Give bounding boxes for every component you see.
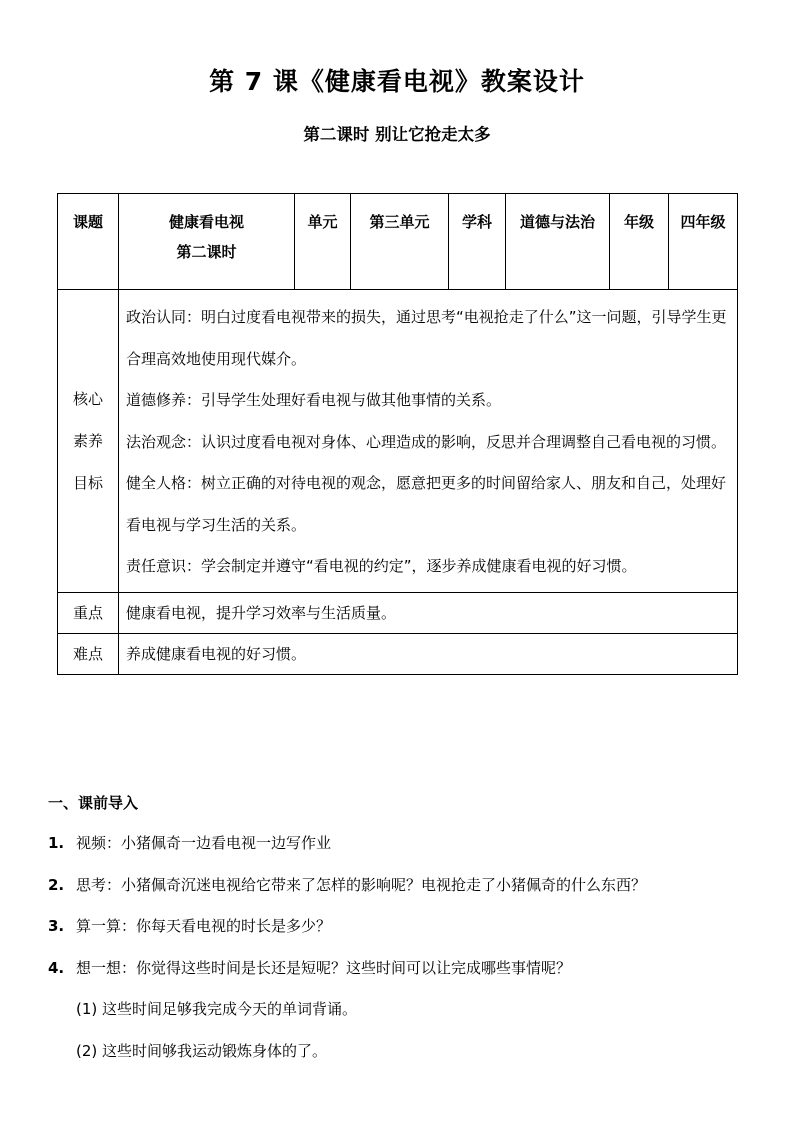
list-item: 4. 想一想：你觉得这些时间是长还是短呢？这些时间可以让完成哪些事情呢？ bbox=[48, 958, 572, 977]
topic-line-2: 第二课时 bbox=[176, 243, 237, 261]
subject-value: 道德与法治 bbox=[506, 194, 610, 290]
goal-political: 政治认同：明白过度看电视带来的损失，通过思考“电视抢走了什么”这一问题，引导学生更合理高效地使用现代媒介。 bbox=[126, 308, 727, 368]
grade-value: 四年级 bbox=[669, 194, 738, 290]
document-title: 第 7 课《健康看电视》教案设计 bbox=[209, 67, 585, 96]
goal-responsibility: 责任意识：学会制定并遵守“看电视的约定”，逐步养成健康看电视的好习惯。 bbox=[126, 557, 637, 575]
goal-moral: 道德修养：引导学生处理好看电视与做其他事情的关系。 bbox=[126, 391, 502, 409]
lesson-plan-table bbox=[57, 193, 738, 675]
topic-line-1: 健康看电视 bbox=[168, 213, 244, 231]
grade-label: 年级 bbox=[610, 194, 669, 290]
key-point-row bbox=[58, 592, 738, 633]
list-item: 3. 算一算：你每天看电视的时长是多少？ bbox=[48, 917, 332, 935]
goals-row bbox=[58, 290, 738, 593]
difficulty-row bbox=[58, 633, 738, 674]
topic-label: 课题 bbox=[58, 194, 119, 290]
list-item: 1. 视频：小猪佩奇一边看电视一边写作业 bbox=[48, 834, 332, 852]
document-subtitle: 第二课时 别让它抢走太多 bbox=[303, 125, 491, 144]
difficulty-label: 难点 bbox=[58, 633, 119, 674]
list-item: 2. 思考：小猪佩奇沉迷电视给它带来了怎样的影响呢？电视抢走了小猪佩奇的什么东西？ bbox=[48, 875, 647, 894]
goals-label-line-2: 素养 bbox=[72, 431, 103, 450]
unit-label: 单元 bbox=[295, 194, 351, 290]
goals-label bbox=[58, 290, 119, 593]
intro-list bbox=[48, 832, 748, 1081]
sub-list-item: (2) 这些时间够我运动锻炼身体的了。 bbox=[76, 1041, 328, 1060]
key-point-value: 健康看电视，提升学习效率与生活质量。 bbox=[119, 592, 738, 633]
section-heading: 一、课前导入 bbox=[48, 794, 139, 812]
key-point-label: 重点 bbox=[58, 592, 119, 633]
unit-value: 第三单元 bbox=[351, 194, 449, 290]
goal-personality: 健全人格：树立正确的对待电视的观念，愿意把更多的时间留给家人、朋友和自己，处理好看电视与学习生活的关系。 bbox=[126, 474, 727, 534]
goals-label-line-3: 目标 bbox=[72, 473, 103, 492]
topic-value bbox=[119, 194, 295, 290]
subject-label: 学科 bbox=[449, 194, 506, 290]
goal-legal: 法治观念：认识过度看电视对身体、心理造成的影响，反思并合理调整自己看电视的习惯。 bbox=[126, 432, 727, 451]
table-header-row bbox=[58, 194, 738, 290]
difficulty-value: 养成健康看电视的好习惯。 bbox=[119, 633, 738, 674]
sub-list-item: (1) 这些时间足够我完成今天的单词背诵。 bbox=[76, 1000, 358, 1018]
goals-content bbox=[119, 290, 738, 593]
goals-label-line-1: 核心 bbox=[72, 389, 103, 408]
